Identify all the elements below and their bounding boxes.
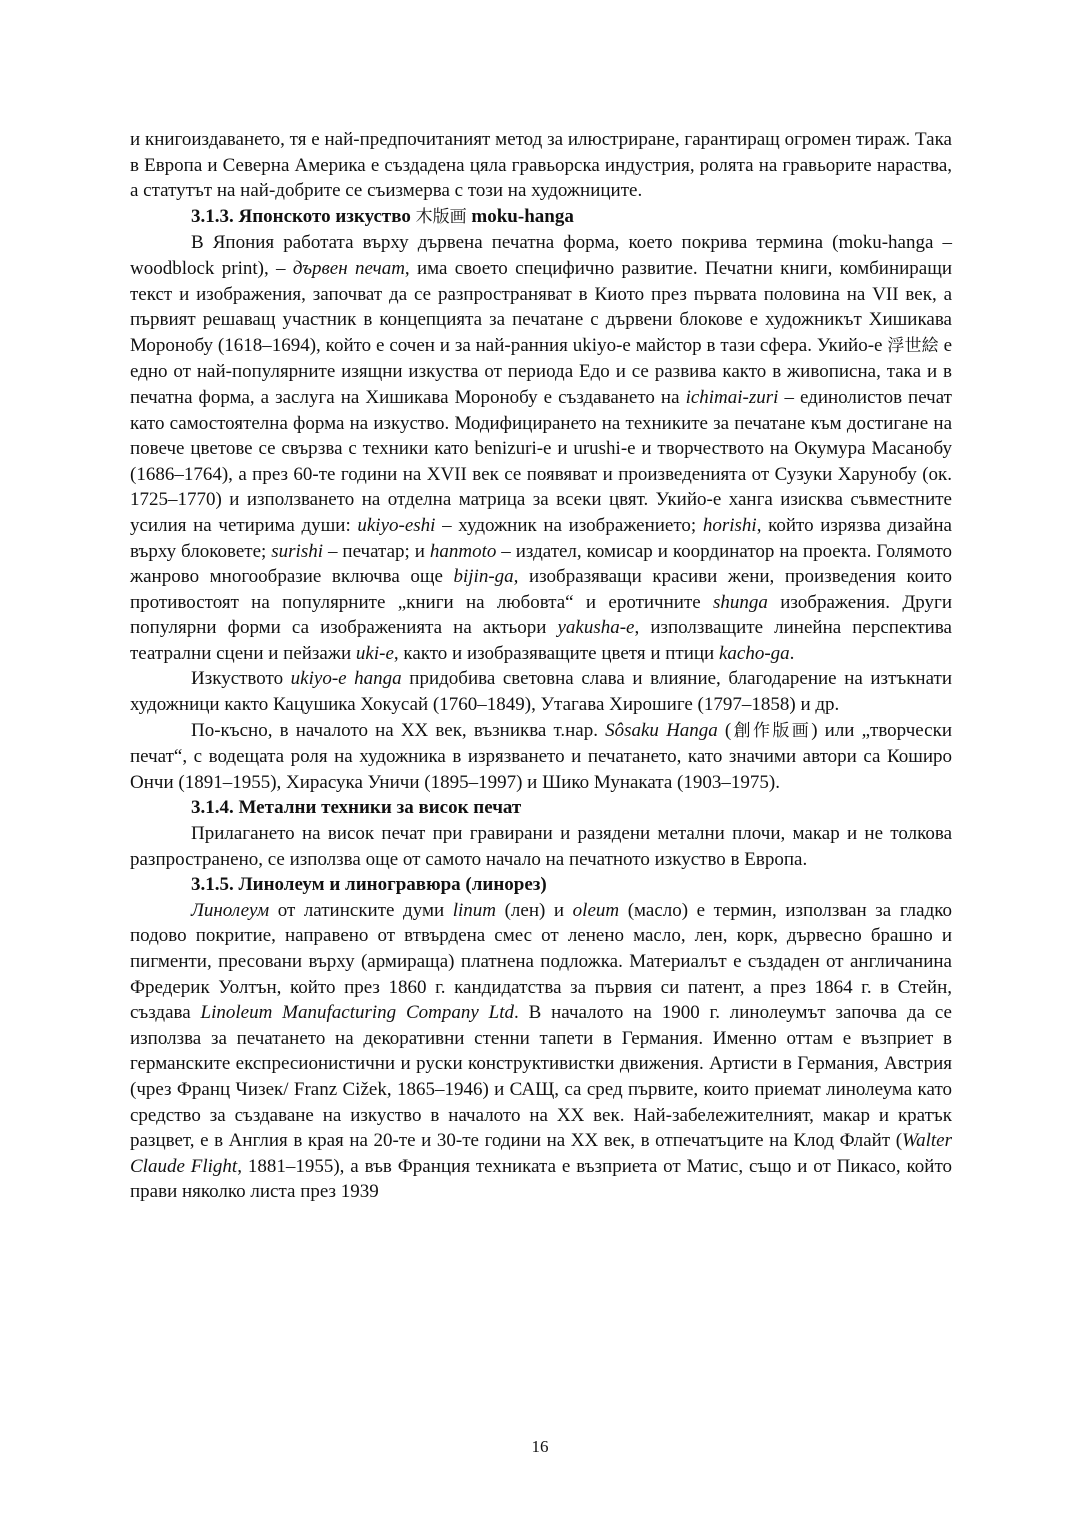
text-run: е едно от най-популярните изящни изкуства от периода Едо и се развива както в живописна, така и в печатна форма, а заслуга на Хишикава Моронобу е създаването на <box>130 334 953 408</box>
text-run: ( <box>717 719 732 741</box>
text-run: , който изрязва дизайна върху блоковете; <box>130 514 952 562</box>
italic-text: hanmoto <box>429 540 497 562</box>
paragraph <box>130 127 952 204</box>
text-run: 3.1.5. Линолеум и линогравюра (линорез) <box>191 874 547 896</box>
italic-text: Linoleum Manufacturing Company Ltd <box>200 1002 515 1024</box>
text-run: Прилагането на висок печат при гравирани и разядени метални плочи, макар и не толкова разпространено, се използва още от самото начало на печатното изкуство в Европа. <box>130 823 952 870</box>
paragraph <box>130 666 952 717</box>
text-run: – издател, комисар и координатор на проекта. Голямото жанрово многообразие включва още <box>130 540 952 588</box>
text-run: (масло) е термин, използван за гладко подово покритие, направено от втвърдена смес от ленено масло, лен, корк, дървесно брашно и пигменти, пресовани върху (армираща) платнена подложка. Материалът е създаден от англичанина Фредерик Уолтън, който през 1860 г. кандидатства за първия си патент, а през 1864 г. в Стейн, създава <box>130 899 953 1024</box>
italic-text: ukiyo-e hanga <box>290 668 402 690</box>
italic-text: дървен печат <box>292 257 405 279</box>
text-run: 3.1.3. Японското изкуство <box>191 205 416 227</box>
italic-text: surishi <box>271 540 324 562</box>
paragraph <box>130 898 952 1205</box>
text-run: По-късно, в началото на XX век, възниква т.нар. <box>191 719 606 741</box>
japanese-text: 木版画 <box>415 206 467 227</box>
text-run: (лен) и <box>496 899 573 921</box>
section-heading <box>130 795 952 821</box>
italic-text: Линолеум <box>191 899 270 921</box>
text-run: изображения. Други популярни форми са изображенията на актьори <box>130 591 952 639</box>
paragraph <box>130 718 952 796</box>
italic-text: Sôsaku Hanga <box>605 719 718 741</box>
text-run: , има своето специфично развитие. Печатни книги, комбиниращи текст и изображения, започват да се разпространяват в Киото през първата половина на VII век, а първият решаващ участник в концепцията за печатане с дървени блокове е художникът Хишикава Моронобу (1618–1694), който е сочен и за най-ранния ukiyo-e майстор в тази сфера. Укийо-е <box>130 257 953 356</box>
text-run: , както и изобразяващите цветя и птици <box>393 642 719 664</box>
italic-text: kacho-ga <box>718 642 790 664</box>
italic-text: Walter Claude Flight <box>130 1130 952 1177</box>
section-heading <box>130 204 952 231</box>
text-run: придобива световна слава и влияние, благодарение на изтъкнати художници както Кацушика Хокусай (1760–1849), Утагава Хирошиге (1797–1858) и др. <box>130 668 953 716</box>
italic-text: bijin-ga, <box>453 566 519 588</box>
text-run: ) или „творчески печат“, с водещата роля на художника в изрязването и печатането, като значими автори са Коширо Ончи (1891–1955), Хирасука Уничи (1895–1997) и Шико Мунаката (1903–1975). <box>130 719 952 793</box>
text-run: Изкуството <box>191 668 291 690</box>
japanese-text: 浮世絵 <box>887 335 939 356</box>
paragraph <box>130 821 952 872</box>
italic-text: shunga <box>713 591 768 613</box>
text-run: , използващите линейна перспектива театрални сцени и пейзажи <box>130 617 952 664</box>
text-run: изобразяващи красиви жени, произведения които противостоят на популярните „книги на любовта“ и еротичните <box>130 566 952 613</box>
document-page-body <box>130 127 952 1205</box>
text-run: 3.1.4. Метални техники за висок печат <box>191 797 522 819</box>
italic-text: uki-e <box>355 642 394 664</box>
text-run: от латинските думи <box>269 899 453 921</box>
italic-text: horishi <box>702 514 757 536</box>
japanese-text: 創作版画 <box>731 720 812 741</box>
text-run: В Япония работата върху дървена печатна форма, което покрива термина (moku-hanga – woodblock print), – <box>130 232 952 279</box>
text-run: . <box>789 642 795 664</box>
italic-text: ukiyo-eshi <box>357 514 436 536</box>
italic-text: linum <box>452 899 497 921</box>
page-number: 16 <box>531 1437 549 1456</box>
text-run: и книгоиздаването, тя е най-предпочитаният метод за илюстриране, гарантиращ огромен тираж. Така в Европа и Северна Америка е създадена цяла гравьорска индустрия, ролята на гравьорите нараства, а статутът на най-добрите се съизмерва с този на художниците. <box>130 129 952 202</box>
paragraph <box>130 230 952 666</box>
text-run: . В началото на 1900 г. линолеумът започва да се използва за печатането на декоративни стенни тапети в Германия. Именно оттам е възприет в германските експресионистични и руски конструктивистки движения. Артисти в Германия, Австрия (чрез Франц Чизек/ Franz Cižek, 1865–1946) и САЩ, са сред първите, които приемат линолеума като средство за създаване на изкуство в началото на XX век. Най-забележителният, макар и кратък разцвет, е в Англия в края на 20-те и 30-те години на XX век, в отпечатъците на Клод Флайт ( <box>130 1002 952 1152</box>
text-run: – художник на изображението; <box>435 514 703 536</box>
text-run: moku-hanga <box>466 205 574 227</box>
section-heading <box>130 872 952 898</box>
text-run: – единолистов печат като самостоятелна форма на изкуство. Модифицирането на техниките за печатане към достигане на повече цветове се свързва с техники като benizuri-e и urushi-e и творчеството на Окумура Масанобу (1686–1764), а през 60-те години на XVII век се появяват и произведенията от Сузуки Харунобу (ок. 1725–1770) и използването на отделна матрица за всеки цвят. Укийо-е ханга изисква съвместните усилия на четирима души: <box>130 386 952 536</box>
italic-text: yakusha-e <box>557 617 635 639</box>
italic-text: oleum <box>572 899 620 921</box>
text-run: , 1881–1955), а във Франция техниката е възприета от Матис, също и от Пикасо, който прави няколко листа през 1939 <box>130 1155 952 1203</box>
italic-text: ichimai-zuri <box>685 386 779 408</box>
text-run: – печатар; и <box>323 540 430 562</box>
